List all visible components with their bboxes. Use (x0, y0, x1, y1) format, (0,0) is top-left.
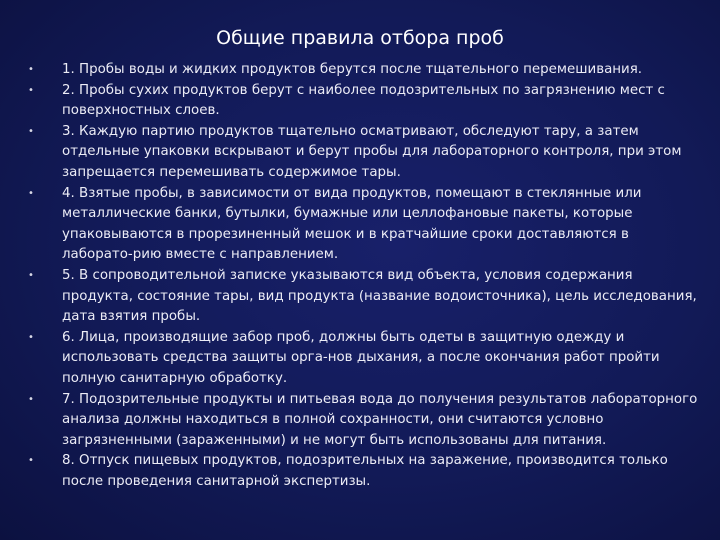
list-item (28, 122, 700, 184)
list-item (28, 81, 700, 122)
bullet-icon: • (28, 187, 34, 199)
list-item-text: 7. Подозрительные продукты и питьевая вода до получения результатов лабораторного анализа должны находиться в полной сохранности, они считаются условно загрязненными (зараженными) и не могут быть использованы для питания. (62, 391, 698, 448)
bullet-icon: • (28, 84, 34, 96)
list-item (28, 60, 700, 81)
list-item-text: 4. Взятые пробы, в зависимости от вида продуктов, помещают в стеклянные или металлические банки, бутылки, бумажные или целлофановые пакеты, которые упаковываются в прорезиненный мешок и в кратчайшие сроки доставляются в лаборато-рию вместе с направлением. (62, 185, 642, 263)
list-item (28, 266, 700, 328)
list-item-text: 8. Отпуск пищевых продуктов, подозрительных на заражение, производится только после проведения санитарной экспертизы. (62, 453, 668, 489)
list-item-text: 1. Пробы воды и жидких продуктов берутся после тщательного перемешивания. (62, 62, 643, 77)
list-item (28, 390, 700, 452)
list-item (28, 328, 700, 390)
list-item-text: 6. Лица, производящие забор проб, должны быть одеты в защитную одежду и использовать средства защиты орга-нов дыхания, а после окончания работ пройти полную санитарную обработку. (62, 329, 660, 386)
list-item (28, 184, 700, 266)
list-item (28, 451, 700, 492)
bullet-icon: • (28, 64, 34, 75)
rules-list (28, 60, 700, 492)
bullet-icon: • (28, 455, 34, 467)
bullet-icon: • (28, 331, 34, 343)
list-item-text: 2. Пробы сухих продуктов берут с наиболее подозрительных по загрязнению мест с поверхностных слоев. (62, 82, 665, 119)
list-item-text: 3. Каждую партию продуктов тщательно осматривают, обследуют тару, а затем отдельные упаковки вскрывают и берут пробы для лабораторного контроля, при этом запрещается перемешивать содержимое тары. (62, 123, 682, 180)
bullet-icon: • (28, 393, 34, 405)
slide-title: Общие правила отбора проб (216, 27, 504, 49)
bullet-icon: • (28, 125, 34, 137)
list-item-text: 5. В сопроводительной записке указываются вид объекта, условия содержания продукта, состояние тары, вид продукта (название водоисточника), цель исследования, дата взятия пробы. (62, 267, 697, 325)
bullet-icon: • (28, 269, 34, 281)
